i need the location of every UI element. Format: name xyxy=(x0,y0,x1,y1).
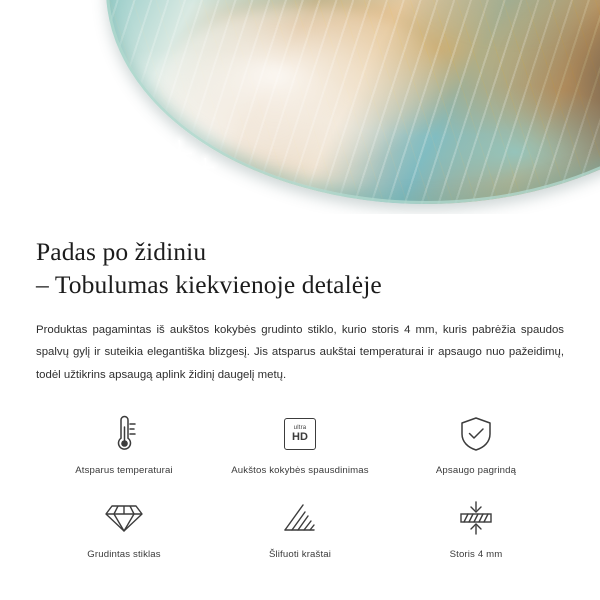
thickness-icon xyxy=(456,496,496,540)
feature-item-temperature xyxy=(36,412,212,476)
hero-image xyxy=(0,0,600,214)
thermometer-icon xyxy=(107,412,141,456)
polished-edges-icon xyxy=(281,496,319,540)
headline-line-2: – Tobulumas kiekvienoje detalėje xyxy=(36,269,382,299)
ultra-hd-top-label: ultra xyxy=(293,424,307,431)
feature-item-polished-edges xyxy=(212,496,388,560)
feature-label: Aukštos kokybės spausdinimas xyxy=(231,464,369,476)
diamond-icon xyxy=(104,496,144,540)
feature-label: Apsaugo pagrindą xyxy=(435,464,517,476)
feature-item-surface-protection xyxy=(388,412,564,476)
feature-label: Šlifuoti kraštai xyxy=(268,548,332,560)
ultra-hd-icon xyxy=(284,412,316,456)
feature-item-thickness xyxy=(388,496,564,560)
feature-item-tempered-glass xyxy=(36,496,212,560)
headline-line-1: Padas po židiniu xyxy=(36,237,207,266)
feature-list xyxy=(36,412,564,560)
feature-label: Storis 4 mm xyxy=(449,548,503,560)
description-paragraph: Produktas pagamintas iš aukštos kokybės grudinto stiklo, kurio storis 4 mm, kuris pabrėžia spaudos spalvų gylį ir suteikia elegantiška blizgesį. Jis atsparus aukštai temperaturai ir apsaugo nuo pažeidimų, todėl užtikrins apsaugą aplink židinį daugelį metų. xyxy=(36,324,564,381)
feature-label: Atsparus temperaturai xyxy=(75,464,173,476)
hero-stage xyxy=(0,0,600,214)
feature-item-print-quality xyxy=(212,412,388,476)
shield-check-icon xyxy=(458,412,494,456)
ultra-hd-bottom-label: HD xyxy=(292,430,308,443)
round-glass-board xyxy=(106,0,600,204)
page-title xyxy=(36,214,564,301)
content-area xyxy=(0,214,600,560)
feature-label: Grudintas stiklas xyxy=(87,548,161,560)
